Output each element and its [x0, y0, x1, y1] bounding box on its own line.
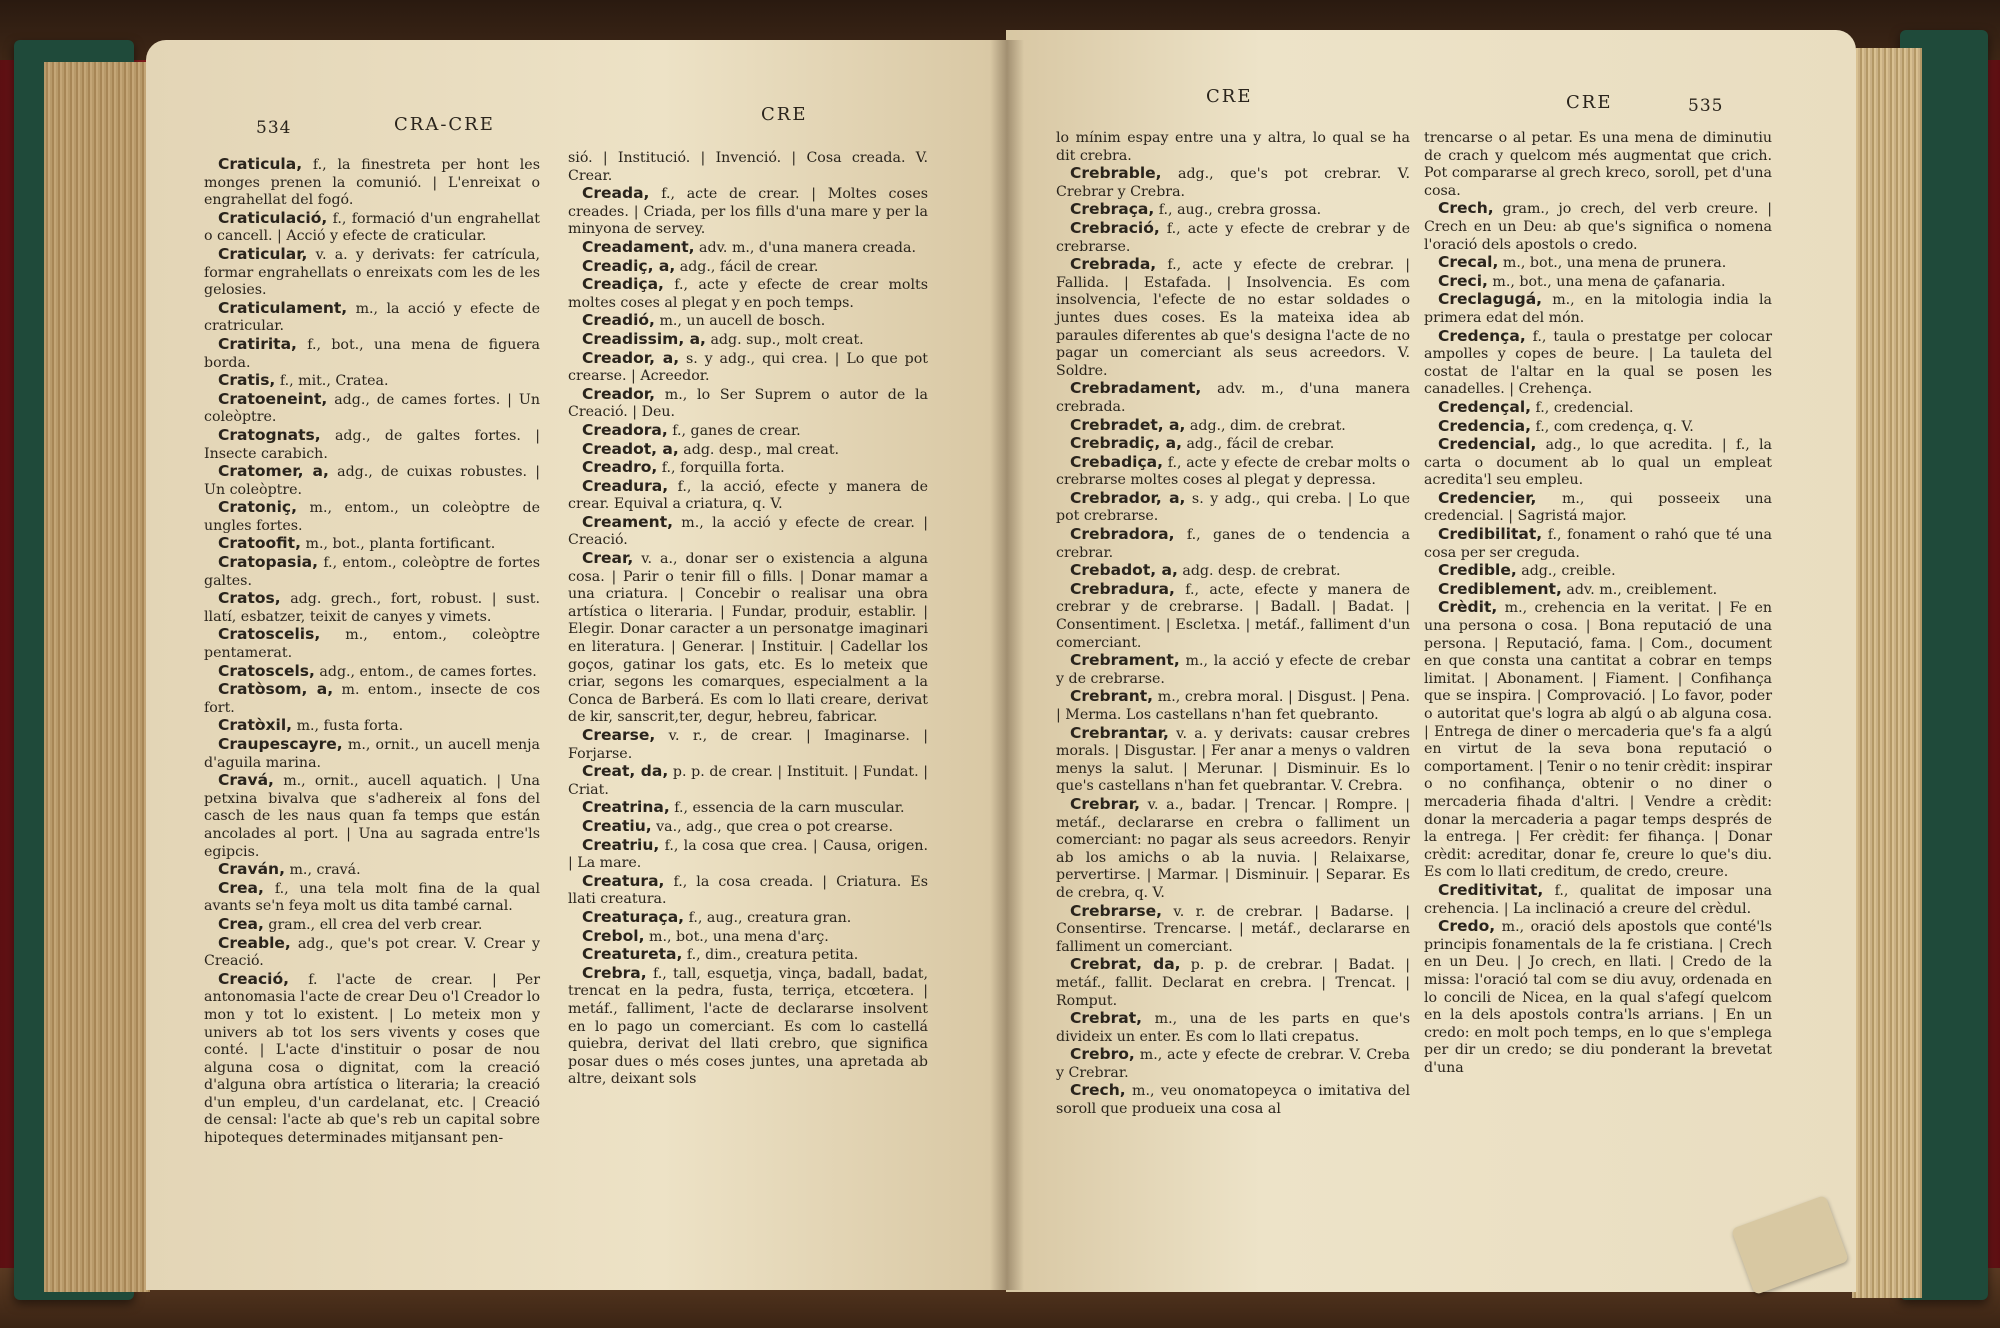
dictionary-entry — [1424, 581, 1772, 600]
page-number: 534 — [256, 118, 292, 138]
dictionary-entry — [568, 258, 928, 277]
dictionary-entry — [1056, 652, 1410, 688]
entry-definition: m., bot., una mena d'arç. — [644, 928, 829, 945]
entry-definition: f., com credença, q. V. — [1531, 418, 1694, 435]
dictionary-entry — [204, 246, 540, 300]
dictionary-entry — [1424, 273, 1772, 292]
entry-headword: Crebrant, — [1070, 687, 1154, 706]
dictionary-entry — [1424, 291, 1772, 327]
left-page — [146, 40, 1006, 1290]
dictionary-entry — [568, 727, 928, 763]
entry-definition: f., ganes de crear. — [667, 422, 801, 439]
entry-headword: Cratoofit, — [218, 534, 301, 553]
entry-definition: adg., fácil de crebar. — [1181, 436, 1335, 453]
entry-definition: m., cravá. — [284, 862, 361, 879]
entry-headword: Creat, da, — [582, 762, 669, 781]
dictionary-entry — [1056, 380, 1410, 416]
entry-headword: Crèdit, — [1438, 598, 1498, 617]
dictionary-entry — [1424, 399, 1772, 418]
entry-definition: f., credencial. — [1531, 399, 1634, 416]
entry-headword: Creadora, — [582, 420, 668, 439]
dictionary-entry — [204, 880, 540, 916]
entry-headword: Creatura, — [582, 871, 665, 890]
entry-headword: Credencia, — [1438, 416, 1532, 435]
entry-headword: Crebrable, — [1070, 164, 1162, 183]
entry-headword: Creci, — [1438, 271, 1488, 290]
dictionary-entry — [204, 626, 540, 662]
entry-headword: Crebrada, — [1070, 255, 1157, 274]
entry-definition: m., ornit., aucell aquatich. | Una petxina bivalva que s'adhereix al fons del casch de les naus quan fa temps que están ancolades al port. | Una au sagrada entre'ls egipcis. — [204, 773, 540, 860]
entry-headword: Crea, — [218, 878, 264, 897]
dictionary-entry — [568, 331, 928, 350]
running-header: CRE — [1206, 86, 1253, 107]
entry-definition: va., adg., que crea o pot crearse. — [651, 818, 893, 835]
dictionary-entry — [204, 935, 540, 971]
column-right-1 — [1056, 130, 1410, 1119]
running-header: CRA-CRE — [394, 114, 495, 135]
dictionary-entry — [568, 799, 928, 818]
entry-headword: Creatiu, — [582, 816, 652, 835]
dictionary-entry — [1056, 220, 1410, 256]
entry-headword: Crearse, — [582, 726, 656, 744]
dictionary-entry — [1424, 254, 1772, 273]
entry-definition: gram., jo crech, del verb creure. | Crech en un Deu: ab que's significa o nomena l'oració dels apostols o credo. — [1424, 201, 1772, 253]
entry-definition: adg. grech., fort, robust. | sust. llatí, esbatzer, teixit de canyes y vimets. — [204, 591, 540, 625]
entry-headword: Cratognats, — [218, 425, 321, 444]
dictionary-entry — [568, 873, 928, 909]
dictionary-entry — [568, 441, 928, 460]
entry-headword: Cratos, — [218, 589, 281, 608]
dictionary-entry — [568, 350, 928, 386]
entry-definition: f., essencia de la carn muscular. — [669, 800, 905, 817]
entry-headword: Crebraça, — [1070, 200, 1155, 219]
entry-definition: m., crehencia en la veritat. | Fe en una persona o cosa. | Bona reputació de una persona. | Reputació, fama. | Com., document en que consta una cantitat a cobrar en temps limitat. | Abonament. | Fiament. | Confihança que se inspira. | Comprovació. | Lo favor, poder o autoritat que's logra ab algú o ab alguna cosa. | Entrega de diner o mercaderia que's fa a algú en virtut de la seva bona reputació o comportament. | Tenir o no tenir crèdit: inspirar o no confihança, obtenir o no diner o mercaderia fihada d'altri. | Vendre a crèdit: donar la mercaderia a pagar temps després de la entrega. | Fer crèdit: fer fihança. | Donar crèdit: acreditar, donar fe, creure lo que's diu. Es com lo llati creditum, de credo, creure. — [1424, 600, 1772, 881]
dictionary-entry — [568, 312, 928, 331]
entry-definition: f., taula o prestatge per colocar ampolles y copes de beure. | La tauleta del costat de l'altar en la qual se posen les canadelles. | Crehença. — [1424, 328, 1772, 398]
entry-definition: adg., de galtes fortes. | Insecte carabich. — [204, 427, 540, 462]
entry-definition: adg. sup., molt creat. — [705, 331, 864, 348]
entry-headword: Crebra, — [582, 963, 647, 982]
dictionary-entry — [204, 156, 540, 210]
dictionary-entry — [568, 422, 928, 441]
entry-definition: lo mínim espay entre una y altra, lo qual se ha dit crebra. — [1056, 130, 1410, 164]
entry-definition: f., aug., creatura gran. — [684, 909, 852, 926]
dictionary-entry — [1056, 256, 1410, 380]
entry-headword: Cratirita, — [218, 334, 297, 353]
entry-definition: f., ganes de o tendencia a crebrar. — [1056, 527, 1410, 561]
dictionary-entry — [1424, 436, 1772, 490]
right-page — [1006, 30, 1856, 1292]
entry-definition: p. p. de crebrar. | Badat. | metáf., fallit. Declarat en crebra. | Trencat. | Romput. — [1056, 957, 1410, 1009]
entry-definition: m., oració dels apostols que conté'ls principis fonamentals de la fe cristiana. | Crech en un Deu. | Jo crech, en llati. | Credo de la missa: l'oració tal com se diu avuy, ordenada en lo concili de Nicea, en la qual s'afegí quelcom en la dels apostols contra'ls arrians. | En un credo: en molt poch temps, en lo que s'emplega per dir un credo; se diu ponderant la brevetat d'una — [1424, 919, 1772, 1076]
column-left-1 — [204, 156, 540, 1148]
entry-headword: Creadissim, a, — [582, 329, 706, 348]
dictionary-entry — [204, 861, 540, 880]
entry-definition: adg., que's pot crear. V. Crear y Creació. — [204, 935, 540, 970]
dictionary-entry — [204, 736, 540, 772]
dictionary-entry — [568, 837, 928, 873]
entry-headword: Creadiç, a, — [582, 256, 676, 275]
column-left-2 — [568, 150, 928, 1089]
entry-headword: Credença, — [1438, 326, 1526, 345]
entry-definition: m., en la mitologia india la primera edat del món. — [1424, 292, 1772, 326]
entry-definition: m., entom., un coleòptre de ungles fortes. — [204, 500, 540, 534]
entry-headword: Creador, — [582, 384, 655, 403]
entry-headword: Crebro, — [1070, 1045, 1135, 1064]
dictionary-entry — [204, 210, 540, 246]
entry-headword: Crech, — [1438, 199, 1494, 218]
dictionary-entry — [1056, 490, 1410, 526]
entry-headword: Crebadiça, — [1070, 452, 1164, 471]
dictionary-entry — [1424, 882, 1772, 918]
entry-headword: Crebració, — [1070, 218, 1160, 237]
dictionary-entry — [1056, 417, 1410, 436]
entry-headword: Cratomer, a, — [218, 462, 329, 481]
dictionary-entry — [204, 372, 540, 391]
entry-definition: v. a., donar ser o existencia a alguna cosa. | Parir o tenir fill o fills. | Donar mamar a una criatura. | Concebir o realisar una obra artística o literaria. | Fundar, produir, establir. | Elegir. Donar caracter a un personatge imaginari en literatura. | Generar. | Instituir. | Cadellar los goços, gatinar los gats, etc. Es lo meteix que criar, segons les comarques, especialment a la Conca de Barberá. Es com lo llati creare, derivat de kir, sanscrit,ter, degur, hebreu, fabricar. — [568, 551, 928, 726]
entry-definition: m., la acció y efecte de crebar y de crebrarse. — [1056, 653, 1410, 687]
entry-definition: s. y adg., qui crea. | Lo que pot crearse. | Acreedor. — [568, 350, 928, 385]
entry-headword: Crebrarse, — [1070, 901, 1163, 920]
entry-definition: f., acte de crear. | Moltes coses creades. | Criada, per los fills d'una mare y per la minyona de servey. — [568, 186, 928, 238]
dictionary-entry — [1056, 435, 1410, 454]
dictionary-entry — [1424, 200, 1772, 254]
entry-headword: Cratoscels, — [218, 661, 315, 680]
entry-headword: Creable, — [218, 933, 291, 952]
dictionary-entry — [568, 946, 928, 965]
entry-definition: v. a. y derivats: fer catrícula, formar engrahellats o enreixats com les de les gelosies. — [204, 246, 540, 299]
entry-headword: Crebrat, da, — [1070, 955, 1181, 974]
dictionary-entry — [568, 550, 928, 727]
dictionary-entry — [204, 590, 540, 626]
dictionary-entry — [1056, 130, 1410, 165]
entry-headword: Craticulació, — [218, 208, 328, 227]
dictionary-entry — [568, 386, 928, 422]
dictionary-entry — [1056, 1046, 1410, 1082]
entry-definition: f., acte y efecte de crebar molts o crebrarse moltes coses al plegat y depressa. — [1056, 454, 1410, 489]
dictionary-entry — [1056, 526, 1410, 562]
dictionary-entry — [568, 478, 928, 514]
entry-definition: adg., creible. — [1516, 563, 1616, 580]
entry-headword: Creatureta, — [582, 945, 683, 964]
dictionary-entry — [204, 772, 540, 861]
entry-definition: gram., ell crea del verb crear. — [263, 916, 483, 933]
entry-definition: f., mit., Cratea. — [275, 373, 389, 390]
entry-definition: m., bot., una mena de prunera. — [1498, 255, 1727, 272]
entry-headword: Crebadot, a, — [1070, 561, 1178, 580]
entry-definition: m., bot., planta fortificant. — [300, 536, 496, 553]
entry-headword: Credo, — [1438, 917, 1496, 936]
running-header: CRE — [761, 104, 808, 125]
entry-definition: f., bot., una mena de figuera borda. — [204, 336, 540, 371]
entry-definition: m., entom., coleòptre pentamerat. — [204, 627, 540, 662]
entry-headword: Creclagugá, — [1438, 290, 1543, 309]
entry-definition: f., acte y efecte de crebrar y de crebrarse. — [1056, 220, 1410, 255]
entry-headword: Crediblement, — [1438, 579, 1562, 598]
entry-definition: m., lo Ser Suprem o autor de la Creació. | Deu. — [568, 386, 928, 421]
entry-headword: Credencial, — [1438, 435, 1537, 454]
entry-definition: m., acte y efecte de crebrar. V. Creba y Crebrar. — [1056, 1047, 1410, 1081]
entry-headword: Credençal, — [1438, 397, 1532, 416]
entry-headword: Crebrantar, — [1070, 723, 1169, 742]
dictionary-entry — [568, 763, 928, 799]
entry-definition: adg., dim. de crebrat. — [1185, 417, 1346, 434]
entry-headword: Cratoscelis, — [218, 625, 321, 644]
dictionary-entry — [204, 300, 540, 336]
entry-headword: Crebrat, — [1070, 1009, 1143, 1028]
entry-definition: f., fonament o rahó que té una cosa per ser creguda. — [1424, 527, 1772, 561]
dictionary-entry — [568, 909, 928, 928]
entry-headword: Crebradura, — [1070, 579, 1175, 598]
entry-definition: m., la acció y efecte de cratricular. — [204, 300, 540, 335]
dictionary-entry — [1056, 1010, 1410, 1046]
dictionary-entry — [1056, 201, 1410, 220]
entry-headword: Crebradora, — [1070, 525, 1175, 544]
dictionary-entry — [204, 336, 540, 372]
entry-headword: Creada, — [582, 184, 650, 203]
dictionary-entry — [1424, 130, 1772, 200]
entry-headword: Crebradet, a, — [1070, 415, 1186, 434]
page-number: 535 — [1688, 96, 1724, 116]
entry-definition: m., la acció y efecte de crear. | Creació. — [568, 514, 928, 549]
dictionary-entry — [1056, 725, 1410, 796]
entry-definition: m., ornit., un aucell menja d'aguila marina. — [204, 737, 540, 771]
entry-headword: Craticular, — [218, 244, 308, 263]
entry-headword: Craván, — [218, 860, 285, 879]
entry-headword: Creadro, — [582, 458, 658, 477]
running-header: CRE — [1566, 92, 1613, 113]
entry-definition: f., formació d'un engrahellat o cancell. | Acció y efecte de craticular. — [204, 210, 540, 245]
entry-headword: Crear, — [582, 549, 634, 568]
entry-definition: v. a. y derivats: causar crebres morals. | Disgustar. | Fer anar a menys o valdren menys la salut. | Merunar. | Disminuir. Es lo que's castellans n'han fet quebrantar. V. Crebra. — [1056, 725, 1410, 795]
dictionary-entry — [1056, 165, 1410, 201]
entry-definition: f., aug., crebra grossa. — [1154, 202, 1322, 219]
entry-definition: adv. m., d'una manera crebrada. — [1056, 381, 1410, 415]
dictionary-entry — [568, 459, 928, 478]
entry-headword: Credibilitat, — [1438, 525, 1543, 544]
page-edges-right — [1852, 48, 1922, 1298]
dictionary-entry — [204, 535, 540, 554]
dictionary-entry — [568, 276, 928, 312]
entry-headword: Crech, — [1070, 1081, 1126, 1100]
entry-definition: adg. desp. de crebrat. — [1177, 563, 1341, 580]
dictionary-entry — [1424, 418, 1772, 437]
entry-definition: m., veu onomatopeyca o imitativa del soroll que produeix una cosa al — [1056, 1083, 1410, 1118]
dictionary-entry — [1056, 581, 1410, 652]
entry-definition: v. r., de crear. | Imaginarse. | Forjarse. — [568, 728, 928, 762]
entry-headword: Creadió, — [582, 311, 655, 330]
dictionary-entry — [1056, 454, 1410, 490]
dictionary-entry — [204, 499, 540, 535]
entry-definition: m. entom., insecte de cos fort. — [204, 682, 540, 716]
entry-headword: Credencier, — [1438, 488, 1537, 507]
entry-headword: Creadot, a, — [582, 439, 679, 458]
entry-definition: adg., de cuixas robustes. | Un coleòptre. — [204, 464, 540, 498]
dictionary-entry — [1424, 328, 1772, 399]
dictionary-entry — [568, 965, 928, 1089]
entry-definition: f., la cosa que crea. | Causa, origen. | La mare. — [568, 837, 928, 872]
dictionary-entry — [1056, 903, 1410, 957]
entry-headword: Credible, — [1438, 561, 1517, 580]
entry-headword: Cratoniç, — [218, 498, 297, 517]
dictionary-entry — [568, 514, 928, 550]
entry-headword: Creació, — [218, 969, 290, 988]
entry-definition: f., una tela molt fina de la qual avants se'n feya molt us dita també carnal. — [204, 880, 540, 915]
entry-definition: f., forquilla forta. — [657, 460, 785, 477]
entry-definition: trencarse o al petar. Es una mena de diminutiu de crach y quelcom més augmentat que crich. Pot compararse al grech kreco, soroll, pet d'una cosa. — [1424, 130, 1772, 199]
entry-headword: Creament, — [582, 512, 673, 531]
entry-headword: Creaturaça, — [582, 907, 685, 926]
entry-definition: f., acte y efecte de crear molts moltes coses al plegat y en poch temps. — [568, 277, 928, 311]
entry-definition: m., fusta forta. — [292, 718, 404, 735]
entry-headword: Craticulament, — [218, 298, 348, 317]
entry-definition: f., la acció, efecte y manera de crear. Equival a criatura, q. V. — [568, 478, 928, 513]
entry-definition: m., qui posseeix una credencial. | Sagristá major. — [1424, 490, 1772, 525]
dictionary-entry — [204, 463, 540, 499]
entry-headword: Cravá, — [218, 771, 274, 790]
entry-definition: f., dim., creatura petita. — [682, 947, 859, 964]
entry-headword: Crecal, — [1438, 253, 1499, 272]
entry-headword: Cratòsom, a, — [218, 680, 334, 699]
entry-headword: Crebrament, — [1070, 651, 1180, 670]
dictionary-entry — [568, 150, 928, 185]
dictionary-entry — [204, 391, 540, 427]
entry-headword: Creadament, — [582, 237, 695, 256]
entry-headword: Craticula, — [218, 155, 303, 173]
entry-headword: Creatriu, — [582, 835, 660, 854]
entry-headword: Crea, — [218, 914, 264, 933]
entry-headword: Crebol, — [582, 926, 645, 945]
dictionary-entry — [204, 663, 540, 682]
entry-definition: f., tall, esquetja, vinça, badall, badat, trencat en la pedra, fusta, terriça, etcœtera. | metáf., falliment, l'acte de declararse insolvent en lo pago un comerciant. Es com lo castellá quiebra, derivat del llati crebro, que significa posar dues o més coses juntes, una apretada ab altre, deixant sols — [568, 965, 928, 1088]
entry-definition: adg., lo que acredita. | f., la carta o document ab lo qual un empleat acredita'l seu empleu. — [1424, 437, 1772, 489]
entry-definition: v. a., badar. | Trencar. | Rompre. | metáf., declararse en crebra o falliment un comerciant: no pagar als seus acreedors. Renyir ab los amichs o ab la nuvia. | Relaixarse, pervertirse. | Marmar. | Disminuir. | Separar. Es de crebra, q. V. — [1056, 796, 1410, 901]
entry-headword: Crebrador, a, — [1070, 488, 1186, 507]
entry-definition: m., una de les parts en que's divideix un enter. Es com lo llati crepatus. — [1056, 1011, 1410, 1045]
entry-headword: Creador, a, — [582, 348, 680, 367]
entry-headword: Creatrina, — [582, 798, 670, 817]
dictionary-entry — [1056, 796, 1410, 903]
column-right-2 — [1424, 130, 1772, 1077]
entry-definition: adv. m., d'una manera creada. — [694, 239, 916, 256]
dictionary-entry — [204, 427, 540, 463]
entry-definition: f., acte, efecte y manera de crebrar y de crebrarse. | Badall. | Badat. | Consentiment. | Escletxa. | metáf., falliment d'un comerciant. — [1056, 581, 1410, 651]
dictionary-entry — [204, 717, 540, 736]
entry-definition: f., qualitat de imposar una crehencia. | La inclinació a creure del crèdul. — [1424, 882, 1772, 917]
entry-headword: Creadura, — [582, 476, 669, 495]
book-gutter — [990, 40, 1024, 1290]
entry-definition: adv. m., creiblement. — [1561, 581, 1718, 598]
entry-definition: sió. | Institució. | Invenció. | Cosa creada. V. Crear. — [568, 150, 928, 184]
entry-definition: adg. desp., mal creat. — [678, 441, 840, 458]
dictionary-entry — [204, 971, 540, 1148]
dictionary-entry — [1424, 562, 1772, 581]
dictionary-entry — [204, 916, 540, 935]
entry-definition: m., crebra moral. | Disgust. | Pena. | Merma. Los castellans n'han fet quebranto. — [1056, 689, 1410, 723]
entry-definition: p. p. de crear. | Instituit. | Fundat. | Criat. — [568, 764, 928, 798]
dictionary-entry — [204, 554, 540, 590]
page-edges-left — [44, 62, 150, 1292]
dictionary-entry — [1056, 562, 1410, 581]
entry-definition: adg., entom., de cames fortes. — [314, 663, 537, 680]
entry-headword: Craupescayre, — [218, 735, 343, 753]
dictionary-entry — [204, 681, 540, 717]
entry-headword: Creditivitat, — [1438, 880, 1544, 899]
dictionary-entry — [568, 185, 928, 239]
dictionary-entry — [568, 928, 928, 947]
entry-definition: m., bot., una mena de çafanaria. — [1487, 273, 1726, 290]
dictionary-entry — [1424, 490, 1772, 526]
entry-definition: f., la finestreta per hont les monges prenen la comunió. | L'enreixat o engrahellat del fogó. — [204, 157, 540, 209]
dictionary-entry — [1424, 918, 1772, 1077]
entry-headword: Crebradiç, a, — [1070, 434, 1182, 453]
entry-definition: m., un aucell de bosch. — [654, 313, 826, 330]
entry-definition: adg., que's pot crebrar. V. Crebrar y Crebra. — [1056, 166, 1410, 200]
entry-definition: v. r. de crebrar. | Badarse. | Consentirse. Trencarse. | metáf., declararse en falliment un comerciant. — [1056, 903, 1410, 955]
dictionary-entry — [1424, 599, 1772, 882]
entry-headword: Crebrar, — [1070, 794, 1140, 813]
entry-definition: f., la cosa creada. | Criatura. Es llati creatura. — [568, 873, 928, 908]
entry-headword: Cratis, — [218, 371, 276, 390]
entry-headword: Crebradament, — [1070, 379, 1202, 398]
entry-definition: f., entom., coleòptre de fortes galtes. — [204, 555, 540, 589]
entry-headword: Creadiça, — [582, 275, 664, 294]
entry-definition: f., acte y efecte de crebrar. | Fallida. | Estafada. | Insolvencia. Es com insolvencia, l'efecte de no estar soldades o juntes dues coses. Es la mateixa idea ab paraules diferentes ab que's designa l'acte de no pagar un comerciant als seus acreedors. V. Soldre. — [1056, 257, 1410, 379]
dictionary-entry — [1056, 688, 1410, 724]
entry-headword: Cratòxil, — [218, 716, 293, 735]
entry-headword: Cratoeneint, — [218, 389, 328, 408]
entry-definition: f. l'acte de crear. | Per antonomasia l'acte de crear Deu o'l Creador lo mon y tot lo existent. | Lo meteix mon y univers ab tot los sers vivents y coses que conté. | L'acte d'instituir o posar de nou alguna cosa o dignitat, com la creació d'alguna obra artística o literaria; la creació d'un empleu, d'un cardelanat, etc. | Creació de censal: l'acte ab que's reb un capital sobre hipoteques determinades mitjansant pen- — [204, 971, 540, 1147]
dictionary-entry — [1056, 956, 1410, 1010]
dictionary-entry — [568, 818, 928, 837]
dictionary-entry — [568, 239, 928, 258]
entry-headword: Cratopasia, — [218, 553, 318, 572]
entry-definition: adg., de cames fortes. | Un coleòptre. — [204, 391, 540, 426]
entry-definition: adg., fácil de crear. — [675, 258, 819, 275]
dictionary-entry — [1056, 1082, 1410, 1118]
dictionary-entry — [1424, 526, 1772, 562]
entry-definition: s. y adg., qui creba. | Lo que pot crebrarse. — [1056, 490, 1410, 525]
